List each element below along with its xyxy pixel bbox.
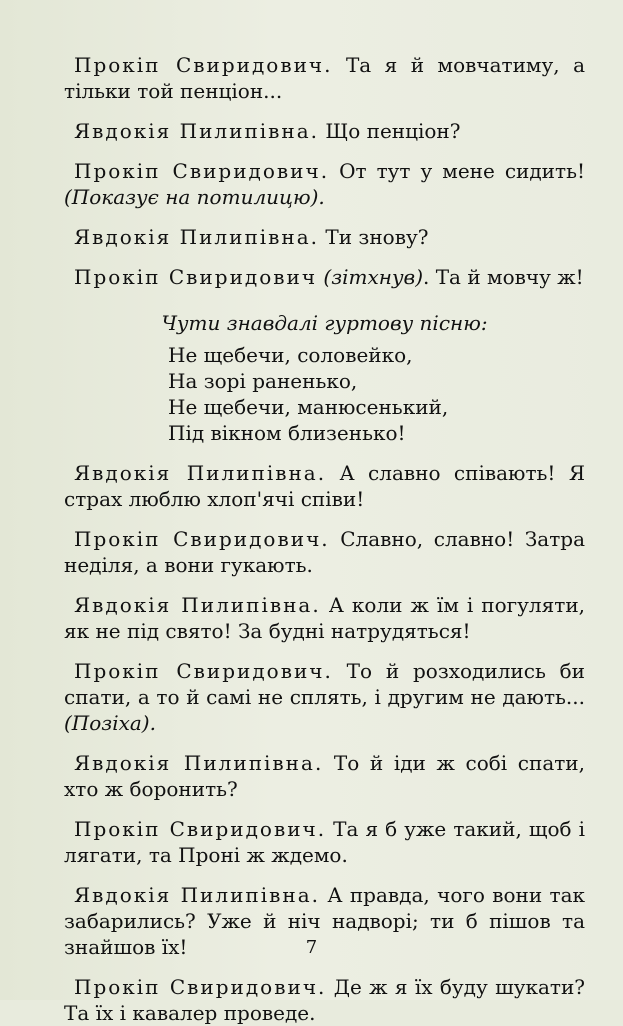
dialogue-text: Що пенціон? [319,119,461,143]
stage-direction: (Показує на потилицю). [64,185,325,209]
stage-heading: Чути знавдалі гуртову пісню: [161,311,488,335]
speaker-name: Явдокія Пилипівна. [74,593,321,617]
speaker-name: Прокіп Свиридович. [74,817,327,841]
dialogue-line [64,52,585,104]
dialogue-text: Та я й мовчатиму, а тільки той пенціон... [64,53,585,103]
song-line: Не щебечи, манюсенький, [168,395,449,419]
song-line: Під вікном близенько! [168,421,406,445]
speaker-name: Явдокія Пилипівна. [74,119,320,143]
dialogue-text: Та я б уже такий, щоб і лягати, та Проні ж ждемо. [64,817,585,867]
song-line: Не щебечи, соловейко, [168,343,413,367]
speaker-name: Прокіп Свиридович. [74,53,333,77]
dialogue-line [64,816,585,868]
speaker-name: Прокіп Свиридович. [74,527,330,551]
dialogue-text: А славно співають! Я страх люблю хлоп'ячі співи! [64,461,585,511]
dialogue-line [64,658,585,736]
page-number: 7 [305,937,318,958]
dialogue-line [64,158,585,210]
dialogue-line [64,460,585,512]
stage-direction: (зітхнув) [317,265,423,289]
speaker-name: Прокіп Свиридович. [74,975,327,999]
speaker-name: Прокіп Свиридович. [74,159,330,183]
dialogue-text: А коли ж їм і погуляти, як не під свято! За будні натрудяться! [64,593,586,643]
dialogue-text: То й іди ж собі спати, хто ж боронить? [64,751,585,801]
speaker-name: Прокіп Свиридович [74,265,318,289]
dialogue-text: То й розходились би спати, а то й самі не сплять, і другим не дають... [64,659,586,709]
dialogue-line [64,974,585,1026]
speaker-name: Прокіп Свиридович. [74,659,333,683]
speaker-name: Явдокія Пилипівна. [74,883,321,907]
dialogue-line [64,526,585,578]
dialogue-line [64,118,585,144]
speaker-name: Явдокія Пилипівна. [74,225,320,249]
speaker-name: Явдокія Пилипівна. [74,751,324,775]
dialogue-line [64,592,585,644]
dialogue-text: А правда, чого вони так забарились? Уже й ніч надворі; ти б пішов та знайшов їх! [64,883,586,959]
stage-direction: (Позіха). [64,711,156,735]
dialogue-line [64,264,585,290]
dialogue-line [64,224,585,250]
dialogue-text: Ти знову? [319,225,429,249]
dialogue-text: Де ж я їх буду шукати? Та їх і кавалер проведе. [64,975,585,1025]
dialogue-text: От тут у мене сидить! [329,159,585,183]
speaker-name: Явдокія Пилипівна. [74,461,327,485]
dialogue-line [64,750,585,802]
song-lyrics [168,342,585,446]
dialogue-text: . Та й мовчу ж! [423,265,584,289]
dialogue-text: Славно, славно! Затра неділя, а вони гукають. [64,527,586,577]
song-line: На зорі раненько, [168,369,358,393]
